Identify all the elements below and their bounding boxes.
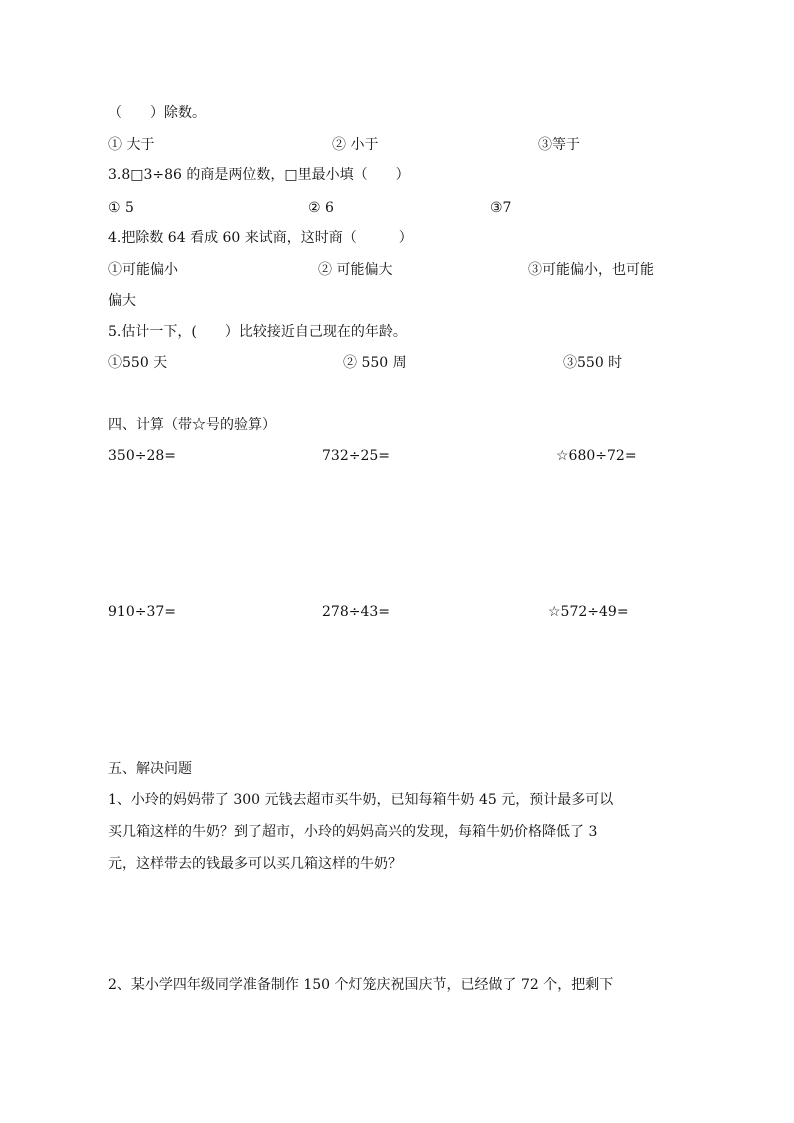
- question-5-option-3: ③550 时: [563, 355, 623, 371]
- problem-1-line: 买几箱这样的牛奶？到了超市，小玲的妈妈高兴的发现，每箱牛奶价格降低了 3: [108, 824, 598, 840]
- calc-item: ☆572÷49=: [548, 604, 629, 620]
- calc-item: 732÷25=: [322, 448, 390, 464]
- question-3-option-3: ③7: [490, 200, 512, 216]
- section-5-title: 五、解决问题: [108, 761, 192, 777]
- question-3-option-1: ① 5: [108, 200, 134, 216]
- calc-item: 350÷28=: [108, 448, 176, 464]
- question-3-option-2: ② 6: [308, 200, 334, 216]
- calc-item: ☆680÷72=: [556, 448, 637, 464]
- question-5-option-1: ①550 天: [108, 355, 168, 371]
- problem-2-line: 2、某小学四年级同学准备制作 150 个灯笼庆祝国庆节，已经做了 72 个，把剩下: [108, 977, 614, 993]
- question-stem-continued: （ ）除数。: [108, 105, 206, 121]
- question-5-option-2: ② 550 周: [343, 355, 407, 371]
- option-1: ① 大于: [108, 137, 155, 153]
- option-3: ③等于: [538, 137, 580, 153]
- question-4-option-3-continued: 偏大: [108, 293, 136, 309]
- question-4-option-2: ② 可能偏大: [318, 262, 393, 278]
- problem-1-line: 1、小玲的妈妈带了 300 元钱去超市买牛奶，已知每箱牛奶 45 元，预计最多可以: [108, 792, 614, 808]
- question-4-option-1: ①可能偏小: [108, 262, 178, 278]
- question-3-stem: 3.8□3÷86 的商是两位数，□里最小填（ ）: [108, 167, 410, 183]
- calc-item: 278÷43=: [322, 604, 390, 620]
- section-4-title: 四、计算（带☆号的验算）: [108, 417, 276, 433]
- option-2: ② 小于: [332, 137, 379, 153]
- question-4-stem: 4.把除数 64 看成 60 来试商，这时商（ ）: [108, 230, 413, 246]
- problem-1-line: 元，这样带去的钱最多可以买几箱这样的牛奶？: [108, 856, 402, 872]
- question-4-option-3: ③可能偏小，也可能: [528, 262, 654, 278]
- calc-item: 910÷37=: [108, 604, 176, 620]
- question-5-stem: 5.估计一下，( ）比较接近自己现在的年龄。: [108, 324, 407, 340]
